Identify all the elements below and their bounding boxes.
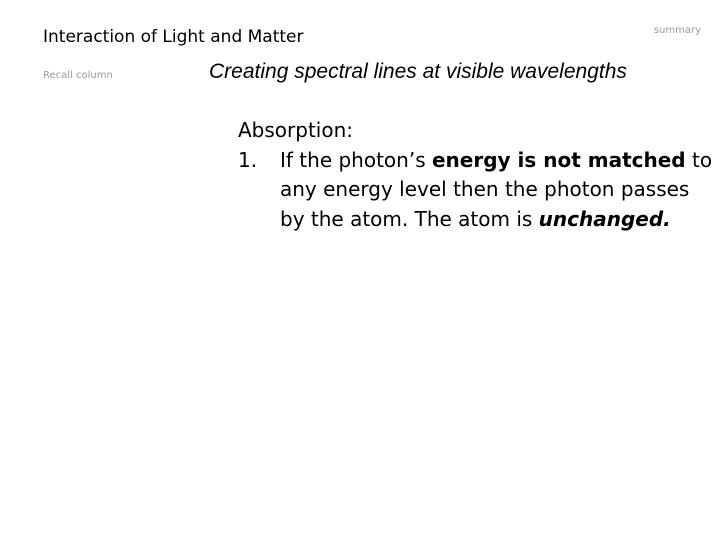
list-item-text (280, 146, 714, 235)
slide-title: Interaction of Light and Matter (43, 27, 304, 47)
list-item-text-part: to any energy level then the photon passes by the atom. The atom is (280, 147, 713, 231)
notes-body (238, 116, 714, 234)
section-heading (238, 116, 714, 146)
list-item-emphasis-italic: unchanged. (538, 206, 671, 231)
list-item-number: 1. (238, 147, 258, 172)
section-heading-text: Absorption (238, 118, 347, 142)
summary-column-label: summary (653, 25, 701, 36)
list-item-emphasis: energy is not matched (431, 147, 686, 172)
list-item-text-part: If the photon’s (280, 147, 432, 172)
list-item (238, 146, 714, 235)
slide-subtitle: Creating spectral lines at visible wavelengths (209, 60, 627, 83)
section-heading-colon: : (346, 118, 354, 142)
recall-column-label: Recall column (43, 70, 113, 81)
